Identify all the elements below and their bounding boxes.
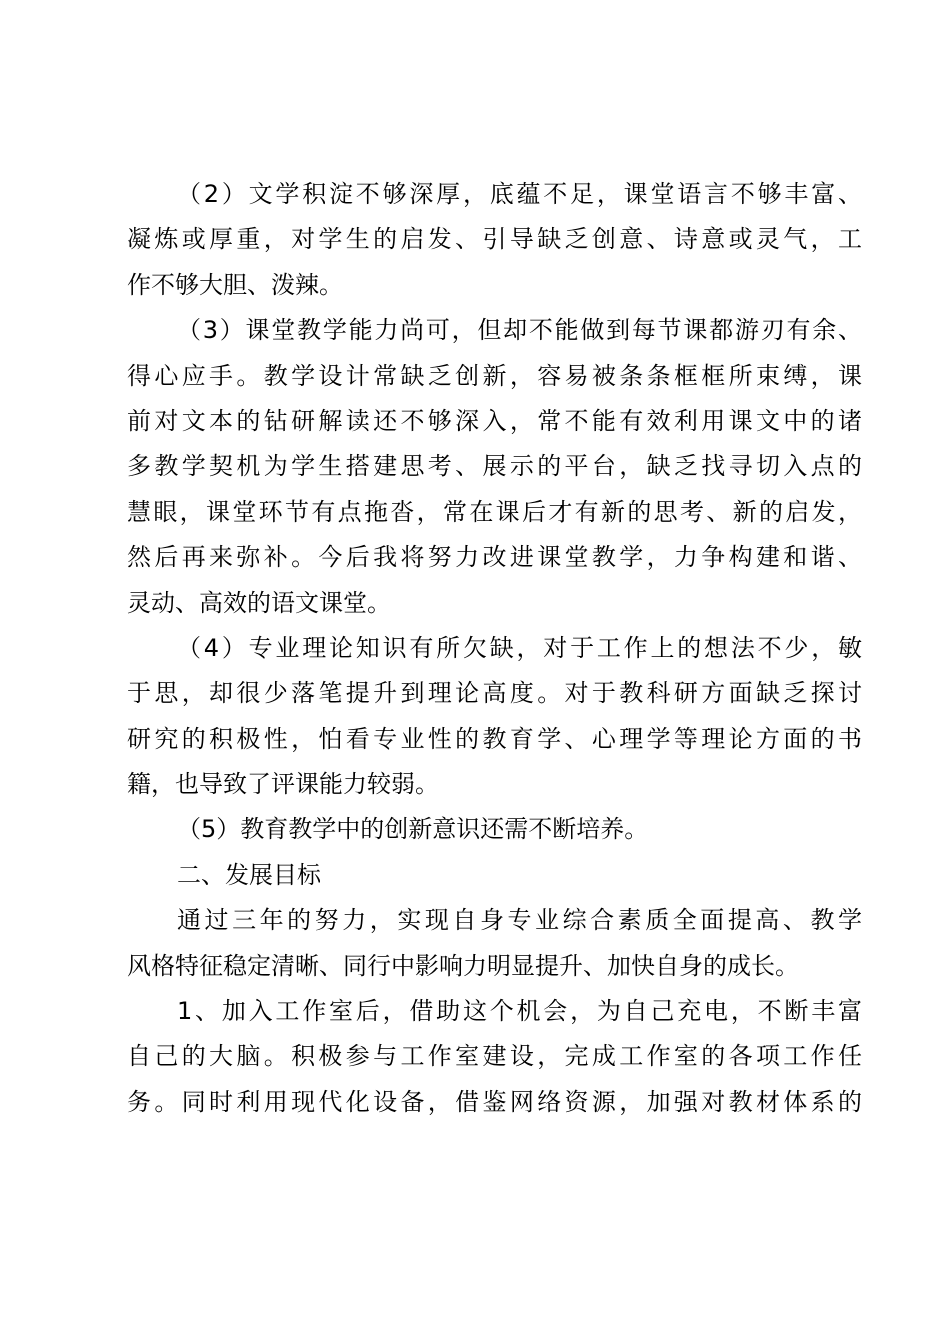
- paragraph-3-line-7: 灵动、高效的语文课堂。: [127, 588, 391, 617]
- paragraph-3-line-3: 前对文本的钻研解读还不够深入，常不能有效利用课文中的诸: [127, 406, 862, 435]
- paragraph-5-line-1: （5）教育教学中的创新意识还需不断培养。: [177, 815, 649, 844]
- paragraph-2-line-2: 凝炼或厚重，对学生的启发、引导缺乏创意、诗意或灵气，工: [127, 225, 862, 254]
- paragraph-3-line-6: 然后再来弥补。今后我将努力改进课堂教学，力争构建和谐、: [127, 543, 862, 572]
- document-body: [127, 172, 862, 1125]
- goal-paragraph-line-1: 通过三年的努力，实现自身专业综合素质全面提高、教学: [177, 906, 862, 935]
- paragraph-2-line-1: （2）文学积淀不够深厚，底蕴不足，课堂语言不够丰富、: [177, 180, 862, 208]
- item-1-line-3: 务。同时利用现代化设备，借鉴网络资源，加强对教材体系的: [127, 1087, 862, 1116]
- item-1-line-2: 自己的大脑。积极参与工作室建设，完成工作室的各项工作任: [127, 1042, 862, 1071]
- paragraph-3-line-4: 多教学契机为学生搭建思考、展示的平台，缺乏找寻切入点的: [127, 452, 862, 481]
- paragraph-4-line-3: 研究的积极性，怕看专业性的教育学、心理学等理论方面的书: [127, 724, 862, 753]
- paragraph-4-line-2: 于思，却很少落笔提升到理论高度。对于教科研方面缺乏探讨: [127, 679, 862, 708]
- item-1-line-1: 1、加入工作室后，借助这个机会，为自己充电，不断丰富: [177, 997, 862, 1026]
- section-heading: 二、发展目标: [177, 860, 321, 889]
- paragraph-3-line-2: 得心应手。教学设计常缺乏创新，容易被条条框框所束缚，课: [127, 361, 862, 390]
- goal-paragraph-line-2: 风格特征稳定清晰、同行中影响力明显提升、加快自身的成长。: [127, 951, 799, 980]
- paragraph-4-line-1: （4）专业理论知识有所欠缺，对于工作上的想法不少，敏: [177, 633, 862, 662]
- paragraph-2-line-3: 作不够大胆、泼辣。: [127, 270, 343, 299]
- paragraph-3-line-1: （3）课堂教学能力尚可，但却不能做到每节课都游刃有余、: [177, 316, 862, 345]
- paragraph-4-line-4: 籍，也导致了评课能力较弱。: [127, 770, 439, 799]
- paragraph-3-line-5: 慧眼，课堂环节有点拖沓，常在课后才有新的思考、新的启发，: [127, 497, 862, 526]
